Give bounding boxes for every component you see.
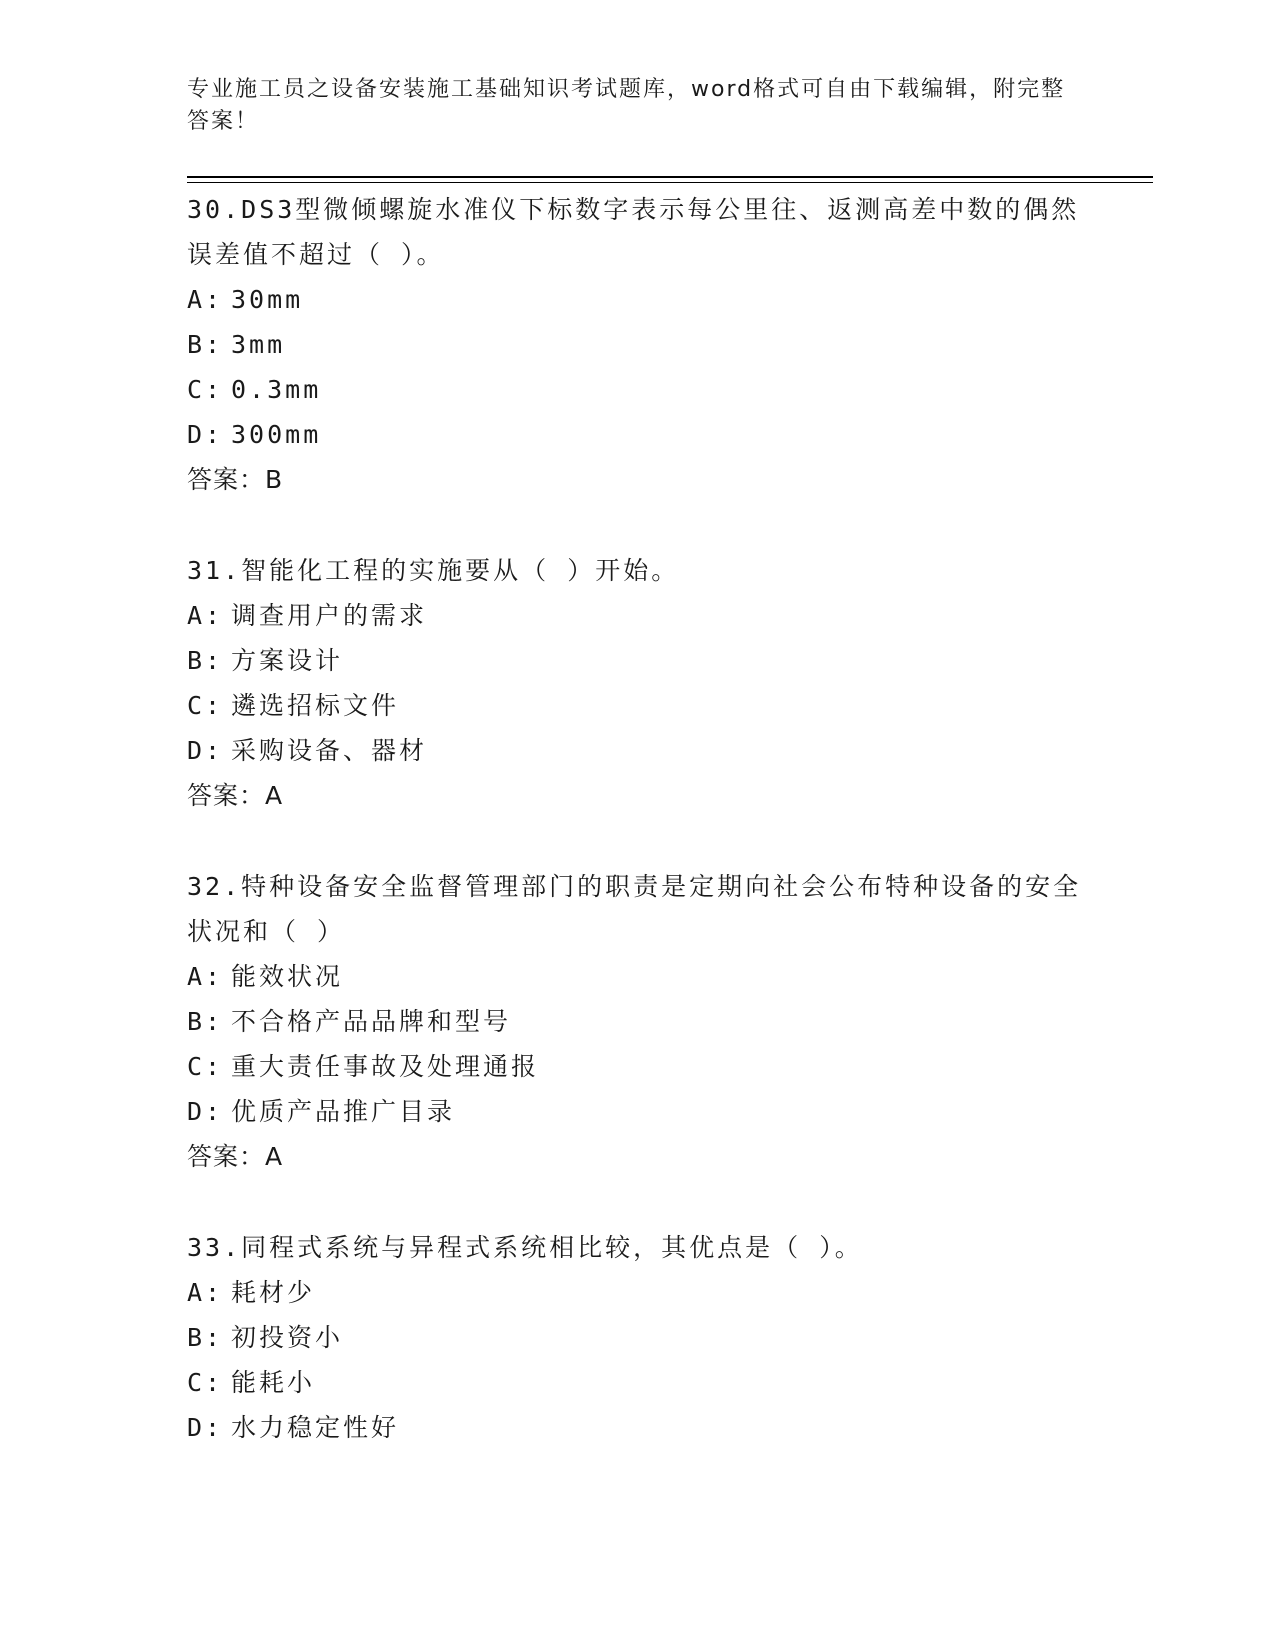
option-text: 0.3mm xyxy=(231,375,322,404)
option-letter: A: xyxy=(187,1278,224,1307)
option-a xyxy=(187,954,1087,999)
option-text: 能耗小 xyxy=(231,1368,316,1397)
header-divider-thick xyxy=(187,176,1153,178)
question-stem: 33.同程式系统与异程式系统相比较，其优点是（ ）。 xyxy=(187,1233,863,1262)
answer-line: 答案：B xyxy=(187,465,284,494)
option-a xyxy=(187,1270,1087,1315)
option-letter: D: xyxy=(187,736,224,765)
question-stem: 32.特种设备安全监督管理部门的职责是定期向社会公布特种设备的安全状况和（ ） xyxy=(187,872,1082,946)
option-c xyxy=(187,1044,1087,1089)
option-letter: D: xyxy=(187,1413,224,1442)
option-b xyxy=(187,999,1087,1044)
question-stem: 31.智能化工程的实施要从（ ）开始。 xyxy=(187,556,680,585)
header-divider-thin xyxy=(187,182,1153,183)
option-text: 优质产品推广目录 xyxy=(231,1097,456,1126)
question-33 xyxy=(187,1225,1087,1450)
option-text: 30mm xyxy=(231,285,304,314)
question-32 xyxy=(187,864,1087,1179)
document-header: 专业施工员之设备安装施工基础知识考试题库，word格式可自由下载编辑，附完整答案！ xyxy=(187,77,1066,134)
option-letter: B: xyxy=(187,646,224,675)
option-b xyxy=(187,322,1087,367)
option-text: 300mm xyxy=(231,420,322,449)
option-letter: A: xyxy=(187,962,224,991)
question-list xyxy=(187,187,1087,1496)
option-letter: D: xyxy=(187,420,224,449)
option-text: 调查用户的需求 xyxy=(231,601,428,630)
answer-line: 答案：A xyxy=(187,1142,284,1171)
option-text: 初投资小 xyxy=(231,1323,344,1352)
option-letter: C: xyxy=(187,1368,224,1397)
option-letter: C: xyxy=(187,375,224,404)
option-text: 3mm xyxy=(231,330,286,359)
option-text: 重大责任事故及处理通报 xyxy=(231,1052,540,1081)
option-b xyxy=(187,1315,1087,1360)
option-c xyxy=(187,683,1087,728)
option-d xyxy=(187,1405,1087,1450)
question-30 xyxy=(187,187,1087,502)
answer-line: 答案：A xyxy=(187,781,284,810)
option-a xyxy=(187,593,1087,638)
option-d xyxy=(187,1089,1087,1134)
option-text: 耗材少 xyxy=(231,1278,316,1307)
option-c xyxy=(187,1360,1087,1405)
option-letter: C: xyxy=(187,1052,224,1081)
question-31 xyxy=(187,548,1087,818)
option-text: 遴选招标文件 xyxy=(231,691,400,720)
option-a xyxy=(187,277,1087,322)
option-b xyxy=(187,638,1087,683)
option-text: 方案设计 xyxy=(231,646,344,675)
option-letter: B: xyxy=(187,1007,224,1036)
option-letter: C: xyxy=(187,691,224,720)
option-text: 不合格产品品牌和型号 xyxy=(231,1007,512,1036)
option-text: 水力稳定性好 xyxy=(231,1413,400,1442)
option-letter: D: xyxy=(187,1097,224,1126)
option-letter: A: xyxy=(187,601,224,630)
option-letter: B: xyxy=(187,330,224,359)
option-letter: A: xyxy=(187,285,224,314)
option-c xyxy=(187,367,1087,412)
question-stem: 30.DS3型微倾螺旋水准仪下标数字表示每公里往、返测高差中数的偶然误差值不超过（ ）。 xyxy=(187,195,1080,269)
option-text: 能效状况 xyxy=(231,962,344,991)
option-letter: B: xyxy=(187,1323,224,1352)
option-d xyxy=(187,728,1087,773)
option-d xyxy=(187,412,1087,457)
option-text: 采购设备、器材 xyxy=(231,736,428,765)
